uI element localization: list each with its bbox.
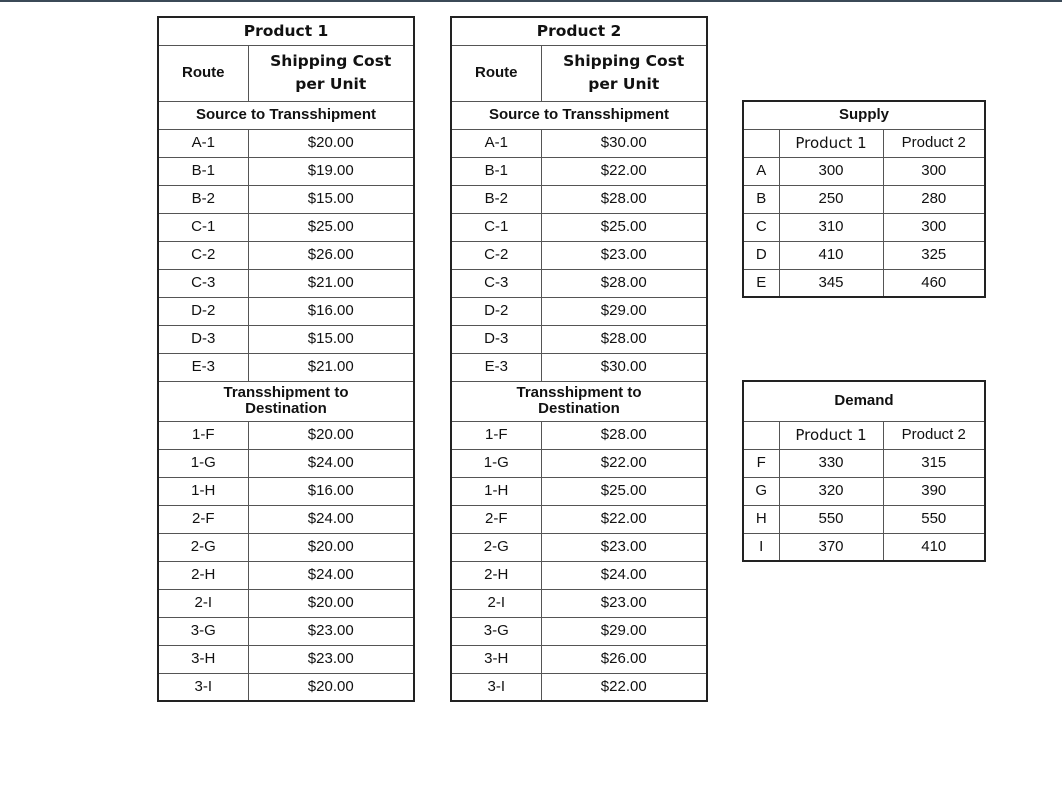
product-1-value: 370 [779, 533, 883, 561]
table-row [158, 129, 414, 157]
row-label: I [743, 533, 779, 561]
product-1-column-header: Product 1 [779, 421, 883, 449]
product-1-value: 320 [779, 477, 883, 505]
route-cell: E-3 [158, 353, 248, 381]
product-2-value: 460 [883, 269, 985, 297]
section-source-to-transshipment: Source to Transshipment [451, 101, 707, 129]
demand-title: Demand [743, 381, 985, 421]
route-cell: 3-I [158, 673, 248, 701]
table-row [451, 353, 707, 381]
route-cell: C-3 [451, 269, 541, 297]
route-cell: D-3 [158, 325, 248, 353]
route-cell: 2-F [451, 505, 541, 533]
section-line1: Transshipment to [223, 383, 349, 401]
demand-table [742, 380, 986, 562]
cost-cell: $23.00 [541, 589, 707, 617]
product-2-value: 390 [883, 477, 985, 505]
product-1-value: 300 [779, 157, 883, 185]
cost-cell: $23.00 [248, 645, 414, 673]
table-row [451, 185, 707, 213]
cost-cell: $20.00 [248, 129, 414, 157]
table-row [158, 561, 414, 589]
product-2-value: 410 [883, 533, 985, 561]
cost-cell: $24.00 [248, 449, 414, 477]
route-cell: B-1 [451, 157, 541, 185]
product-2-value: 280 [883, 185, 985, 213]
cost-cell: $28.00 [541, 421, 707, 449]
route-cell: 1-G [451, 449, 541, 477]
row-label: F [743, 449, 779, 477]
table-row [743, 185, 985, 213]
route-cell: A-1 [451, 129, 541, 157]
table-row [451, 617, 707, 645]
cost-cell: $23.00 [541, 533, 707, 561]
route-cell: D-2 [451, 297, 541, 325]
product-1-value: 250 [779, 185, 883, 213]
route-cell: B-2 [451, 185, 541, 213]
table-row [451, 241, 707, 269]
cost-cell: $19.00 [248, 157, 414, 185]
row-label: E [743, 269, 779, 297]
cost-cell: $16.00 [248, 297, 414, 325]
cost-cell: $26.00 [541, 645, 707, 673]
route-cell: 2-F [158, 505, 248, 533]
section-line2: Destination [245, 400, 327, 417]
product-1-cost-table [157, 16, 415, 702]
route-cell: C-1 [451, 213, 541, 241]
table-row [451, 673, 707, 701]
table-row [158, 241, 414, 269]
table-row [743, 449, 985, 477]
route-cell: 3-G [158, 617, 248, 645]
table-row [158, 421, 414, 449]
cost-cell: $25.00 [248, 213, 414, 241]
table-row [451, 213, 707, 241]
row-label: D [743, 241, 779, 269]
table-row [158, 353, 414, 381]
table-row [158, 673, 414, 701]
cost-cell: $24.00 [541, 561, 707, 589]
route-cell: C-2 [158, 241, 248, 269]
table-row [158, 533, 414, 561]
cost-cell: $28.00 [541, 185, 707, 213]
route-cell: 2-G [451, 533, 541, 561]
cost-cell: $24.00 [248, 561, 414, 589]
product-1-title: Product 1 [158, 17, 414, 45]
cost-cell: $15.00 [248, 185, 414, 213]
route-cell: C-1 [158, 213, 248, 241]
row-label: B [743, 185, 779, 213]
route-cell: A-1 [158, 129, 248, 157]
table-row [451, 533, 707, 561]
route-cell: 3-H [451, 645, 541, 673]
cost-cell: $15.00 [248, 325, 414, 353]
table-row [743, 505, 985, 533]
table-row [451, 297, 707, 325]
cost-cell: $22.00 [541, 673, 707, 701]
table-row [158, 617, 414, 645]
route-cell: C-2 [451, 241, 541, 269]
table-row [158, 213, 414, 241]
route-cell: D-2 [158, 297, 248, 325]
table-row [451, 325, 707, 353]
shipping-cost-header [541, 45, 707, 101]
table-row [451, 477, 707, 505]
route-cell: C-3 [158, 269, 248, 297]
table-row [743, 477, 985, 505]
route-header: Route [158, 45, 248, 101]
section-line1: Transshipment to [516, 383, 642, 401]
table-row [158, 185, 414, 213]
route-cell: 2-G [158, 533, 248, 561]
route-cell: 1-H [451, 477, 541, 505]
cost-cell: $26.00 [248, 241, 414, 269]
route-cell: 2-H [451, 561, 541, 589]
empty-corner-cell [743, 421, 779, 449]
row-label: A [743, 157, 779, 185]
table-row [451, 645, 707, 673]
product-1-column-header: Product 1 [779, 129, 883, 157]
row-label: H [743, 505, 779, 533]
cost-cell: $21.00 [248, 353, 414, 381]
route-cell: D-3 [451, 325, 541, 353]
route-cell: 2-H [158, 561, 248, 589]
product-2-value: 300 [883, 213, 985, 241]
route-cell: B-1 [158, 157, 248, 185]
cost-cell: $30.00 [541, 129, 707, 157]
supply-table [742, 100, 986, 298]
route-cell: E-3 [451, 353, 541, 381]
section-transshipment-to-destination [451, 381, 707, 421]
product-1-value: 310 [779, 213, 883, 241]
table-row [451, 129, 707, 157]
supply-title: Supply [743, 101, 985, 129]
product-1-value: 550 [779, 505, 883, 533]
product-2-cost-table [450, 16, 708, 702]
shipping-cost-header-line1: Shipping Cost [270, 52, 392, 71]
table-row [158, 325, 414, 353]
cost-cell: $20.00 [248, 673, 414, 701]
table-row [158, 589, 414, 617]
table-row [451, 421, 707, 449]
cost-cell: $22.00 [541, 157, 707, 185]
shipping-cost-header-line2: per Unit [588, 74, 660, 93]
row-label: C [743, 213, 779, 241]
product-1-value: 410 [779, 241, 883, 269]
route-cell: 2-I [451, 589, 541, 617]
route-cell: 1-H [158, 477, 248, 505]
table-row [158, 297, 414, 325]
table-row [743, 213, 985, 241]
route-cell: 2-I [158, 589, 248, 617]
shipping-cost-header-line2: per Unit [295, 74, 367, 93]
table-row [743, 157, 985, 185]
table-row [743, 533, 985, 561]
section-source-to-transshipment: Source to Transshipment [158, 101, 414, 129]
section-line2: Destination [538, 400, 620, 417]
table-row [451, 561, 707, 589]
product-2-column-header: Product 2 [883, 129, 985, 157]
table-row [451, 157, 707, 185]
cost-cell: $29.00 [541, 617, 707, 645]
route-cell: 1-F [158, 421, 248, 449]
cost-cell: $25.00 [541, 477, 707, 505]
route-cell: 1-F [451, 421, 541, 449]
product-2-title: Product 2 [451, 17, 707, 45]
table-row [451, 449, 707, 477]
table-row [158, 449, 414, 477]
cost-cell: $22.00 [541, 449, 707, 477]
route-cell: B-2 [158, 185, 248, 213]
product-1-value: 345 [779, 269, 883, 297]
route-cell: 3-H [158, 645, 248, 673]
table-row [451, 269, 707, 297]
cost-cell: $23.00 [248, 617, 414, 645]
cost-cell: $20.00 [248, 421, 414, 449]
route-cell: 3-G [451, 617, 541, 645]
table-row [743, 269, 985, 297]
cost-cell: $23.00 [541, 241, 707, 269]
top-border-line [0, 0, 1062, 2]
table-row [451, 589, 707, 617]
product-2-value: 300 [883, 157, 985, 185]
empty-corner-cell [743, 129, 779, 157]
product-2-value: 315 [883, 449, 985, 477]
cost-cell: $30.00 [541, 353, 707, 381]
shipping-cost-header [248, 45, 414, 101]
route-cell: 3-I [451, 673, 541, 701]
table-row [158, 269, 414, 297]
cost-cell: $29.00 [541, 297, 707, 325]
shipping-cost-header-line1: Shipping Cost [563, 52, 685, 71]
table-row [158, 505, 414, 533]
cost-cell: $28.00 [541, 325, 707, 353]
table-row [158, 645, 414, 673]
cost-cell: $20.00 [248, 533, 414, 561]
row-label: G [743, 477, 779, 505]
section-transshipment-to-destination [158, 381, 414, 421]
product-1-value: 330 [779, 449, 883, 477]
product-2-value: 325 [883, 241, 985, 269]
cost-cell: $20.00 [248, 589, 414, 617]
cost-cell: $21.00 [248, 269, 414, 297]
table-row [158, 477, 414, 505]
cost-cell: $22.00 [541, 505, 707, 533]
product-2-value: 550 [883, 505, 985, 533]
table-row [451, 505, 707, 533]
cost-cell: $25.00 [541, 213, 707, 241]
cost-cell: $16.00 [248, 477, 414, 505]
table-row [158, 157, 414, 185]
route-header: Route [451, 45, 541, 101]
route-cell: 1-G [158, 449, 248, 477]
table-row [743, 241, 985, 269]
cost-cell: $28.00 [541, 269, 707, 297]
cost-cell: $24.00 [248, 505, 414, 533]
product-2-column-header: Product 2 [883, 421, 985, 449]
